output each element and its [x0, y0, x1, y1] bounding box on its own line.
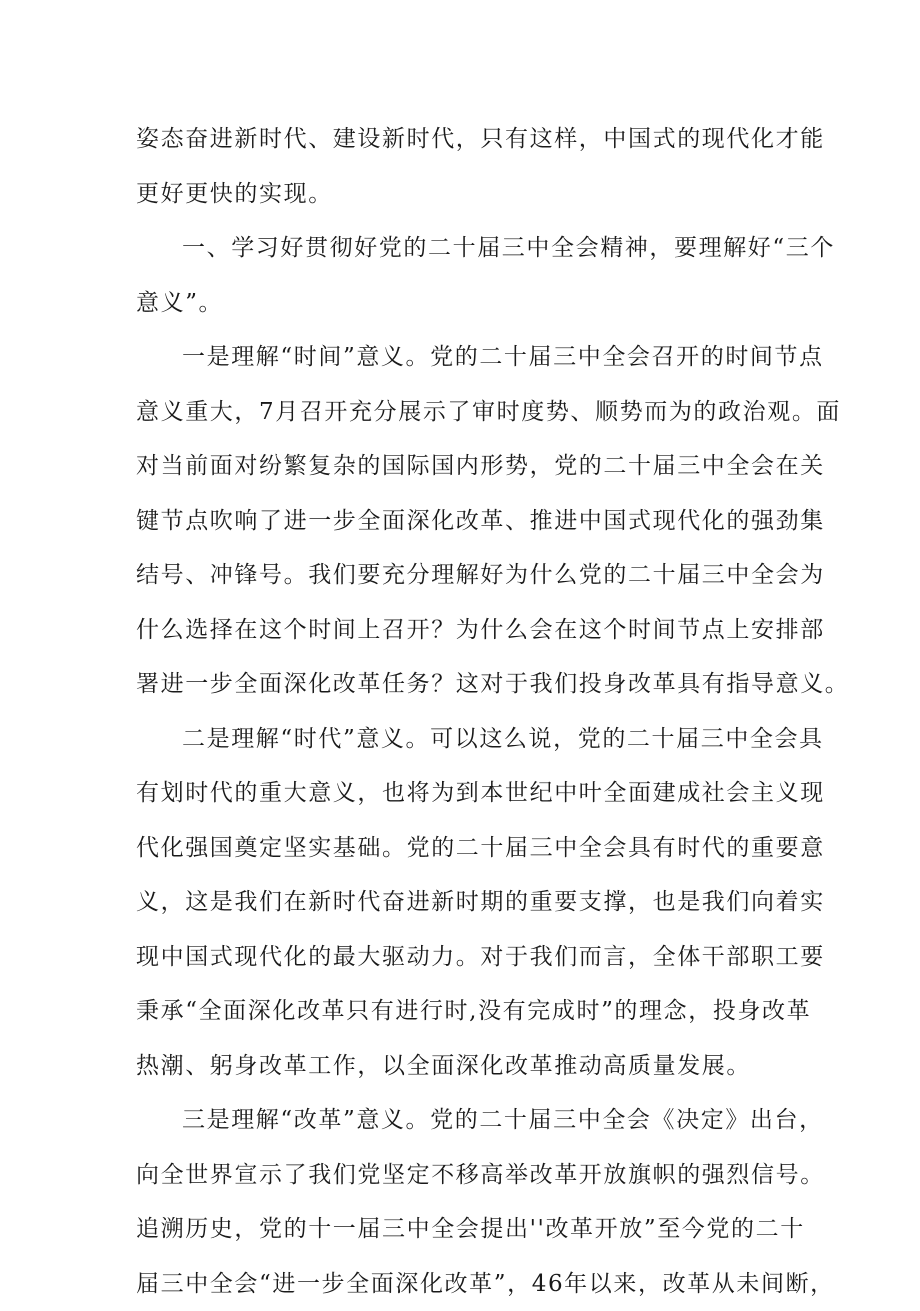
text-line: 热潮、躬身改革工作，以全面深化改革推动高质量发展。 [136, 1039, 796, 1094]
text-line: 现中国式现代化的最大驱动力。对于我们而言，全体干部职工要 [136, 930, 796, 985]
text-line: 代化强国奠定坚实基础。党的二十届三中全会具有时代的重要意 [136, 821, 796, 876]
text-line: 有划时代的重大意义，也将为到本世纪中叶全面建成社会主义现 [136, 766, 796, 821]
paragraph-start: 一是理解“时间”意义。党的二十届三中全会召开的时间节点 [136, 330, 796, 385]
text-line: 意义重大，7月召开充分展示了审时度势、顺势而为的政治观。面 [136, 385, 796, 440]
text-line: 秉承“全面深化改革只有进行时,没有完成时”的理念，投身改革 [136, 984, 796, 1039]
body-text [136, 112, 796, 1311]
text-line: 姿态奋进新时代、建设新时代，只有这样，中国式的现代化才能 [136, 112, 796, 167]
text-line: 结号、冲锋号。我们要充分理解好为什么党的二十届三中全会为 [136, 548, 796, 603]
section-heading: 意义”。 [136, 276, 796, 331]
text-line: 追溯历史，党的十一届三中全会提出''改革开放”至今党的二十 [136, 1202, 796, 1257]
paragraph-start: 二是理解“时代”意义。可以这么说，党的二十届三中全会具 [136, 712, 796, 767]
text-line: 什么选择在这个时间上召开？为什么会在这个时间节点上安排部 [136, 603, 796, 658]
text-line: 对当前面对纷繁复杂的国际国内形势，党的二十届三中全会在关 [136, 439, 796, 494]
text-line: 署进一步全面深化改革任务？这对于我们投身改革具有指导意义。 [136, 657, 796, 712]
text-line: 更好更快的实现。 [136, 167, 796, 222]
text-line: 键节点吹响了进一步全面深化改革、推进中国式现代化的强劲集 [136, 494, 796, 549]
text-line: 向全世界宣示了我们党坚定不移高举改革开放旗帜的强烈信号。 [136, 1148, 796, 1203]
text-line: 届三中全会“进一步全面深化改革”，46年以来，改革从未间断， [136, 1257, 796, 1311]
paragraph-start: 三是理解“改革”意义。党的二十届三中全会《决定》出台， [136, 1093, 796, 1148]
text-line: 义，这是我们在新时代奋进新时期的重要支撑，也是我们向着实 [136, 875, 796, 930]
section-heading: 一、学习好贯彻好党的二十届三中全会精神，要理解好“三个 [136, 221, 796, 276]
